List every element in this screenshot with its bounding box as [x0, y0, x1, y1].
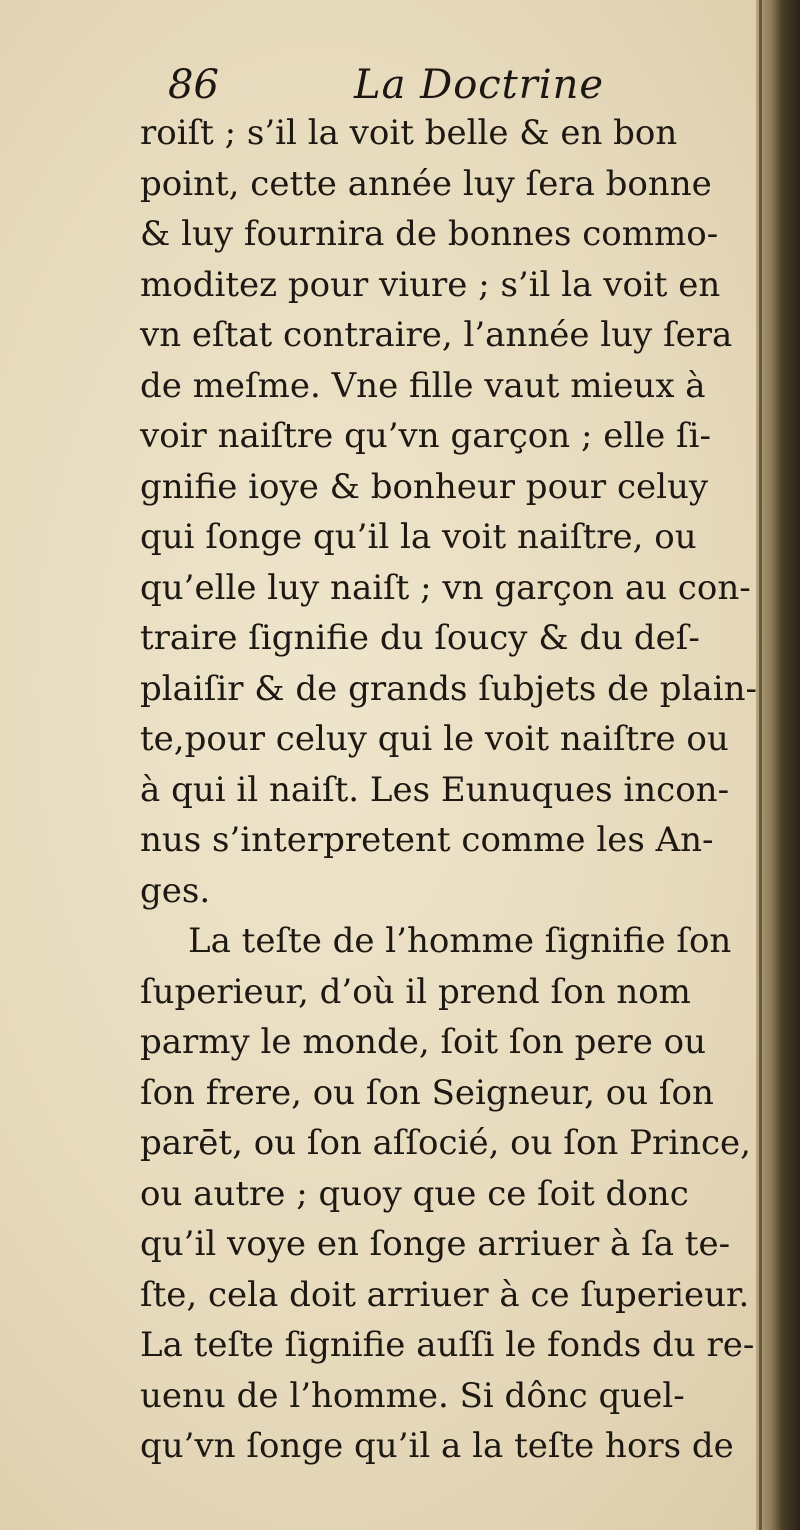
text-line: voir naiſtre qu’vn garçon ; elle ſi- [140, 416, 711, 456]
text-line: ou autre ; quoy que ce ſoit donc [140, 1173, 689, 1214]
text-line: uenu de l’homme. Si dônc quel- [140, 1375, 685, 1416]
text-line: te,pour celuy qui le voit naiſtre ou [140, 719, 729, 759]
page-edge-shadow [759, 0, 762, 1530]
text-line: moditez pour viure ; s’il la voit en [140, 264, 721, 305]
text-line: vn eſtat contraire, l’année luy ſera [140, 315, 733, 355]
text-line: gnifie ioye & bonheur pour celuy [140, 466, 709, 507]
page-gutter [756, 0, 800, 1530]
text-line: ges. [140, 870, 211, 911]
text-line: nus s’interpretent comme les An- [140, 820, 714, 860]
text-line: ſon frere, ou ſon Seigneur, ou ſon [140, 1072, 714, 1113]
body-text [140, 108, 758, 1472]
text-line: qui ſonge qu’il la voit naiſtre, ou [140, 517, 697, 557]
text-line: de meſme. Vne fille vaut mieux à [140, 365, 706, 406]
text-line: à qui il naiſt. Les Eunuques incon- [140, 769, 730, 810]
text-line: La teſte ſignifie auſſi le fonds du re- [140, 1325, 755, 1365]
text-line: traire ſignifie du ſoucy & du deſ- [140, 618, 700, 658]
text-line: & luy fournira de bonnes commo- [140, 214, 719, 254]
paragraph-start-line: La teſte de l’homme ſignifie ſon [188, 921, 732, 961]
text-line: ſuperieur, d’où il prend ſon nom [140, 971, 691, 1012]
text-line: point, cette année luy ſera bonne [140, 163, 712, 204]
text-line: ſte, cela doit arriuer à ce ſuperieur. [140, 1274, 750, 1315]
text-line: plaiſir & de grands ſubjets de plain- [140, 668, 757, 709]
text-line: parēt, ou ſon aſſocié, ou ſon Prince, [140, 1123, 751, 1163]
text-line: qu’il voye en ſonge arriuer à ſa te- [140, 1224, 731, 1264]
text-line: roiſt ; s’il la voit belle & en bon [140, 113, 678, 153]
text-line: parmy le monde, ſoit ſon pere ou [140, 1022, 707, 1062]
text-line: qu’elle luy naiſt ; vn garçon au con- [140, 567, 751, 608]
page-number: 86 [168, 62, 219, 108]
running-title: La Doctrine [354, 62, 605, 108]
text-line: qu’vn ſonge qu’il a la teſte hors de [140, 1426, 734, 1466]
